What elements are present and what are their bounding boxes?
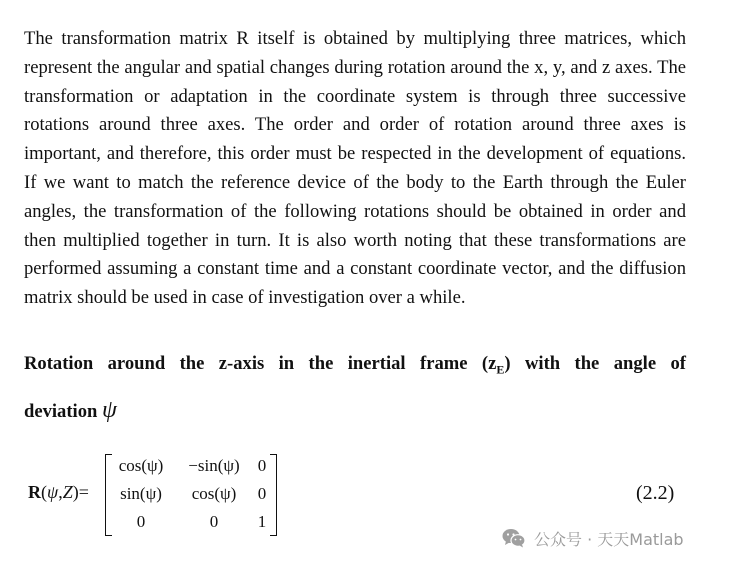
matrix-cell: 0 bbox=[257, 484, 267, 503]
heading-line-2 bbox=[24, 390, 686, 432]
equation-number: (2.2) bbox=[636, 482, 675, 504]
lhs-psi: ψ bbox=[47, 482, 59, 502]
equation-lhs bbox=[28, 482, 89, 503]
matrix-cell: cos(ψ) bbox=[191, 484, 237, 503]
matrix-cell: cos(ψ) bbox=[118, 456, 164, 475]
watermark-text: 公众号 · 天天Matlab bbox=[534, 529, 684, 549]
axis-variable bbox=[488, 353, 505, 377]
lhs-open-paren: ( bbox=[41, 482, 47, 502]
wechat-icon bbox=[502, 528, 526, 548]
lhs-comma: , bbox=[58, 482, 63, 502]
heading-line-1 bbox=[24, 344, 686, 390]
lhs-close-paren: ) bbox=[72, 482, 79, 502]
rotation-matrix bbox=[105, 452, 277, 538]
rotation-matrix-equation bbox=[24, 452, 294, 538]
matrix-cell: −sin(ψ) bbox=[188, 456, 240, 475]
axis-var-subscript: E bbox=[496, 362, 505, 377]
psi-symbol: ψ bbox=[102, 396, 117, 423]
watermark bbox=[502, 527, 684, 549]
matrix-right-bracket bbox=[270, 454, 277, 536]
matrix-cell: 0 bbox=[136, 512, 146, 531]
section-heading bbox=[24, 344, 686, 432]
heading-prefix: Rotation around the z-axis in the inertial frame ( bbox=[24, 353, 489, 374]
matrix-cell: 0 bbox=[209, 512, 219, 531]
matrix-cell: 0 bbox=[257, 456, 267, 475]
body-paragraph: The transformation matrix R itself is obtained by multiplying three matrices, which represent the angular and spatial changes during rotation around the x, y, and z axes. The transformation or adaptation in the coordinate system is through three successive rotations around three axes. The order and order of rotation around three axes is important, and therefore, this order must be respected in the development of equations. If we want to match the reference device of the body to the Earth through the Euler angles, the transformation of the following rotations should be obtained in order and then multiplied together in turn. It is also worth noting that these transformations are performed assuming a constant time and a constant coordinate vector, and the diffusion matrix should be used in case of investigation over a while. bbox=[24, 28, 686, 309]
matrix-cell: 1 bbox=[257, 512, 267, 531]
heading-deviation-word: deviation bbox=[24, 400, 98, 422]
lhs-r-symbol: R bbox=[28, 482, 41, 502]
axis-var-letter: z bbox=[488, 353, 497, 374]
heading-suffix: ) with the angle of bbox=[504, 353, 686, 374]
lhs-equals: = bbox=[78, 482, 89, 502]
matrix-cell: sin(ψ) bbox=[120, 484, 162, 503]
lhs-z: Z bbox=[62, 482, 73, 502]
